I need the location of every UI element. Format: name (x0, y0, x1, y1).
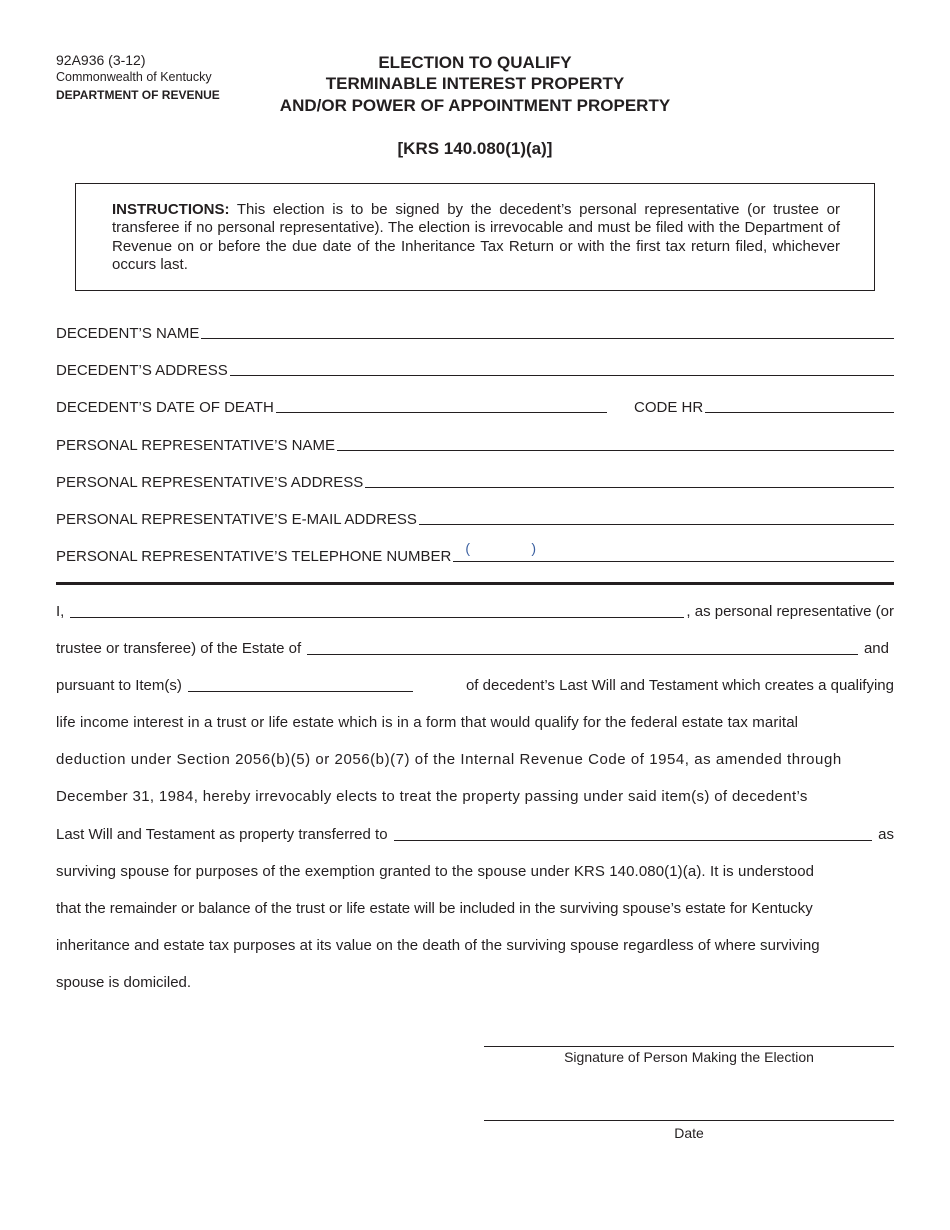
election-l3-b: of decedent’s Last Will and Testament which creates a qualifying (465, 677, 894, 694)
rep-address-row (56, 469, 894, 491)
election-l7-a: Last Will and Testament as property transferred to (56, 826, 388, 843)
rep-address-label: PERSONAL REPRESENTATIVE’S ADDRESS (56, 474, 364, 491)
decedent-address-row (56, 357, 894, 379)
phone-open-paren: ( (465, 540, 471, 556)
election-l3-a: pursuant to Item(s) (56, 677, 182, 694)
decedent-address-label: DECEDENT’S ADDRESS (56, 362, 228, 379)
instructions-body: This election is to be signed by the decedent’s personal representative (or trustee or transferee if no personal representative). The election is irrevocable and must be filed with the Department of Revenue on or before the due date of the Inheritance Tax Return or with the first tax return filed, whichever occurs last. (112, 201, 840, 273)
department-name: DEPARTMENT OF REVENUE (56, 88, 220, 102)
form-title-line1: ELECTION TO QUALIFY (378, 53, 572, 72)
code-hr-label: CODE HR (634, 399, 704, 416)
spouse-name-field[interactable] (394, 826, 873, 841)
instructions-text (112, 201, 840, 274)
statute-reference: [KRS 140.080(1)(a)] (397, 139, 553, 158)
rep-email-label: PERSONAL REPRESENTATIVE’S E-MAIL ADDRESS (56, 511, 417, 528)
election-l2-b: and (863, 640, 889, 657)
rep-email-row (56, 506, 894, 528)
date-of-death-label: DECEDENT’S DATE OF DEATH (56, 399, 274, 416)
agency-name: Commonwealth of Kentucky (56, 70, 212, 84)
date-field[interactable] (484, 1120, 894, 1121)
decedent-name-row (56, 320, 894, 342)
item-number-field[interactable] (188, 677, 413, 692)
signature-field[interactable] (484, 1046, 894, 1047)
form-title-line3: AND/OR POWER OF APPOINTMENT PROPERTY (279, 96, 671, 115)
rep-phone-field[interactable] (453, 540, 894, 562)
signature-label: Signature of Person Making the Election (564, 1049, 814, 1065)
decedent-name-label: DECEDENT’S NAME (56, 325, 200, 342)
election-l7-b: as (878, 826, 894, 843)
rep-name-label: PERSONAL REPRESENTATIVE’S NAME (56, 437, 335, 454)
code-hr-field[interactable] (705, 396, 894, 413)
rep-name-field[interactable] (337, 434, 894, 451)
instructions-label: INSTRUCTIONS: (112, 201, 230, 218)
election-line-1 (56, 603, 894, 620)
election-line-10: inheritance and estate tax purposes at its value on the death of the surviving spouse regardless of where surviving (56, 937, 820, 954)
date-label: Date (674, 1125, 704, 1141)
rep-address-field[interactable] (365, 471, 894, 488)
rep-phone-label: PERSONAL REPRESENTATIVE’S TELEPHONE NUMBER (56, 548, 452, 565)
rep-name-row (56, 432, 894, 454)
election-line-4: life income interest in a trust or life estate which is in a form that would qualify for the federal estate tax marital (56, 714, 799, 731)
estate-name-field[interactable] (307, 640, 858, 655)
date-of-death-field[interactable] (276, 396, 607, 413)
election-line-3 (56, 677, 894, 694)
section-divider (56, 582, 894, 585)
election-line-6: December 31, 1984, hereby irrevocably elects to treat the property passing under said item(s) of decedent’s (56, 788, 808, 805)
form-number: 92A936 (3-12) (56, 52, 146, 68)
election-line-11: spouse is domiciled. (56, 974, 192, 991)
election-line-8: surviving spouse for purposes of the exemption granted to the spouse under KRS 140.080(1)(a). It is understood (56, 863, 815, 880)
date-of-death-row (56, 394, 607, 416)
decedent-address-field[interactable] (230, 359, 894, 376)
rep-email-field[interactable] (419, 508, 894, 525)
election-l2-a: trustee or transferee) of the Estate of (56, 640, 302, 657)
instructions-box (75, 183, 875, 291)
election-line-7 (56, 826, 894, 843)
election-l1-b: , as personal representative (or (686, 603, 894, 620)
decedent-name-field[interactable] (201, 322, 894, 339)
election-line-2 (56, 640, 894, 657)
form-title-line2: TERMINABLE INTEREST PROPERTY (325, 74, 625, 93)
representative-name-field[interactable] (70, 603, 684, 618)
rep-phone-row (56, 540, 894, 565)
code-hr-row (634, 394, 894, 416)
election-line-5: deduction under Section 2056(b)(5) or 2056(b)(7) of the Internal Revenue Code of 1954, as amended through (56, 751, 842, 768)
phone-close-paren: ) (531, 540, 537, 556)
election-line-9: that the remainder or balance of the trust or life estate will be included in the surviving spouse’s estate for Kentucky (56, 900, 813, 917)
election-l1-a: I, (56, 603, 65, 620)
